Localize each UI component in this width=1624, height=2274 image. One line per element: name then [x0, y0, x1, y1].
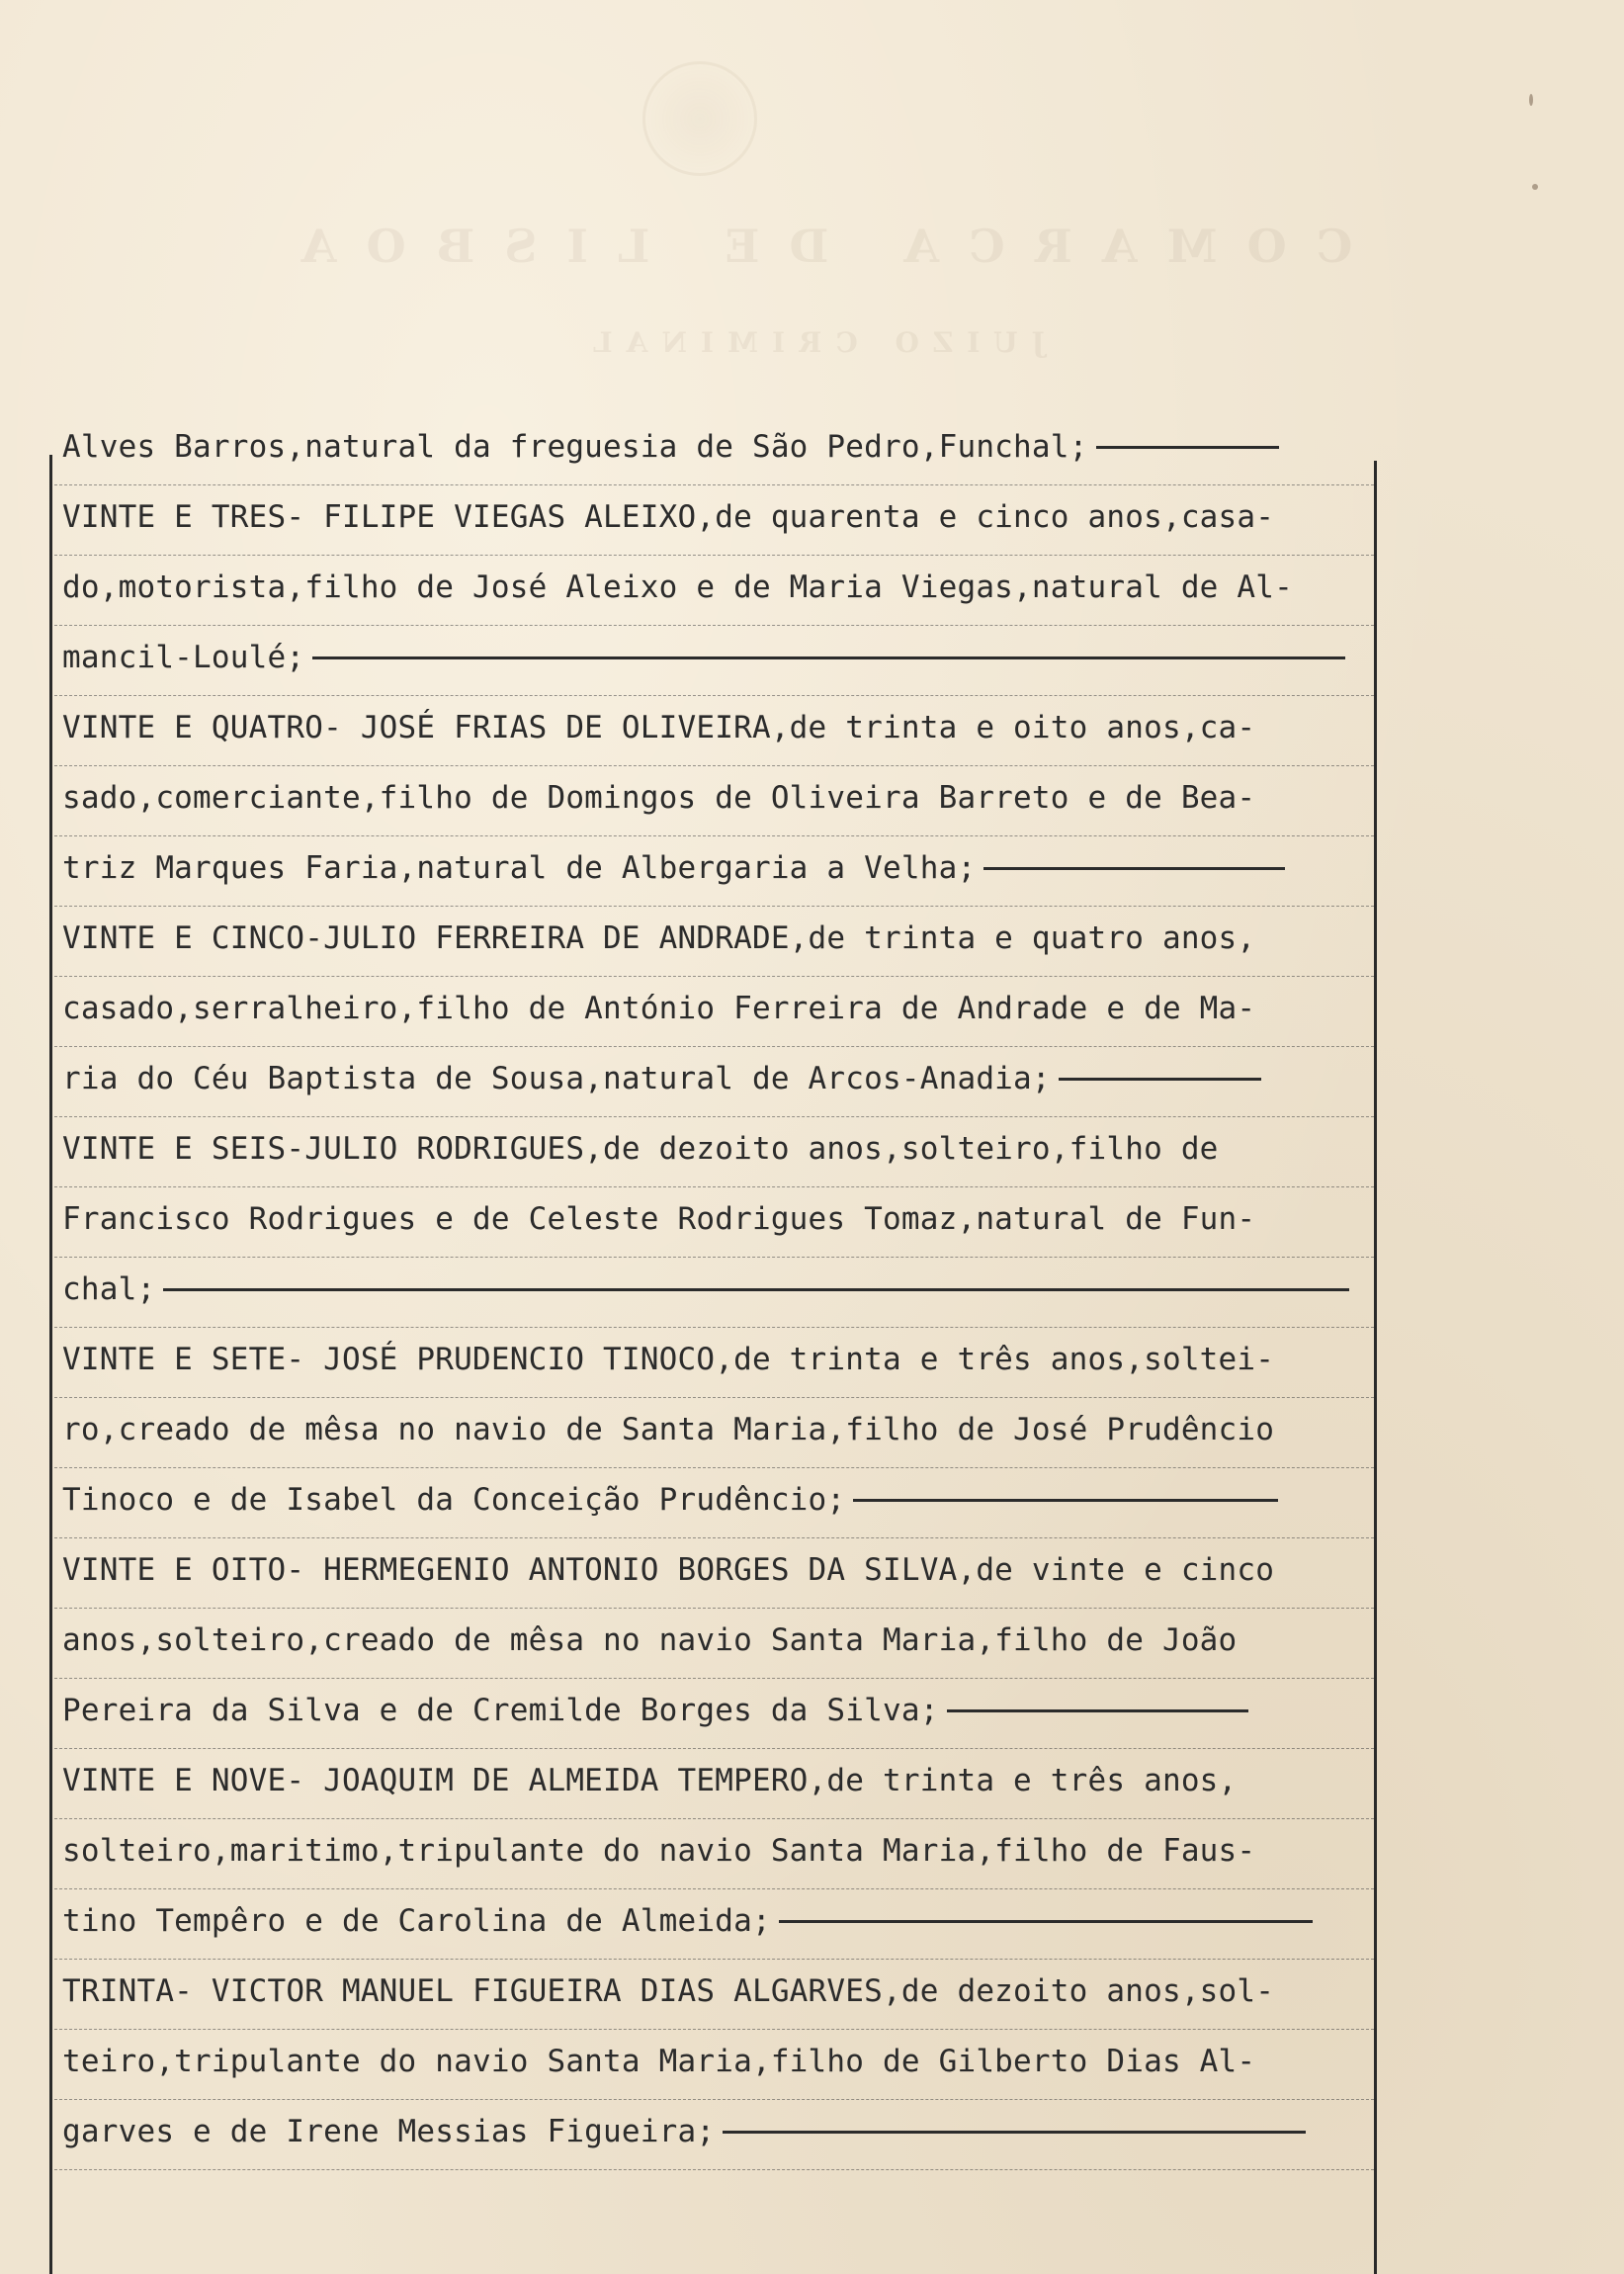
dash-filler — [947, 1709, 1248, 1712]
text-line-25: garves e de Irene Messias Figueira; — [54, 2100, 1374, 2170]
text-line-22: tino Tempêro e de Carolina de Almeida; — [54, 1889, 1374, 1960]
bleed-through-heading: COMARCA DE LISBOA — [271, 219, 1353, 273]
dash-filler — [1096, 446, 1279, 449]
text-line-12: Francisco Rodrigues e de Celeste Rodrigues Tomaz,natural de Fun- — [54, 1187, 1374, 1258]
text-line-24: teiro,tripulante do navio Santa Maria,filho de Gilberto Dias Al- — [54, 2030, 1374, 2100]
text-line-2: VINTE E TRES- FILIPE VIEGAS ALEIXO,de quarenta e cinco anos,casa- — [54, 485, 1374, 556]
text-line-18: anos,solteiro,creado de mêsa no navio Santa Maria,filho de João — [54, 1609, 1374, 1679]
text-line-15: ro,creado de mêsa no navio de Santa Maria,filho de José Prudêncio — [54, 1398, 1374, 1468]
text-line-10: ria do Céu Baptista de Sousa,natural de Arcos-Anadia; — [54, 1047, 1374, 1117]
text-line-19: Pereira da Silva e de Cremilde Borges da Silva; — [54, 1679, 1374, 1749]
paper-speck — [1529, 94, 1533, 106]
text-line-21: solteiro,maritimo,tripulante do navio Santa Maria,filho de Faus- — [54, 1819, 1374, 1889]
dash-filler — [853, 1499, 1278, 1502]
text-line-17: VINTE E OITO- HERMEGENIO ANTONIO BORGES DA SILVA,de vinte e cinco — [54, 1538, 1374, 1609]
left-margin-line — [49, 455, 52, 2274]
dash-filler — [779, 1920, 1313, 1923]
text-line-23: TRINTA- VICTOR MANUEL FIGUEIRA DIAS ALGARVES,de dezoito anos,sol- — [54, 1960, 1374, 2030]
text-line-6: sado,comerciante,filho de Domingos de Oliveira Barreto e de Bea- — [54, 766, 1374, 836]
dash-filler — [723, 2131, 1306, 2134]
paper-speck — [1532, 184, 1538, 190]
typed-text-block — [54, 415, 1374, 2170]
text-line-7: triz Marques Faria,natural de Albergaria a Velha; — [54, 836, 1374, 907]
text-line-8: VINTE E CINCO-JULIO FERREIRA DE ANDRADE,de trinta e quatro anos, — [54, 907, 1374, 977]
text-line-5: VINTE E QUATRO- JOSÉ FRIAS DE OLIVEIRA,de trinta e oito anos,ca- — [54, 696, 1374, 766]
dash-filler — [1059, 1078, 1261, 1081]
text-line-13: chal; — [54, 1258, 1374, 1328]
right-margin-line — [1374, 461, 1377, 2274]
text-line-3: do,motorista,filho de José Aleixo e de Maria Viegas,natural de Al- — [54, 556, 1374, 626]
dash-filler — [312, 656, 1345, 659]
dash-filler — [163, 1288, 1349, 1291]
text-line-16: Tinoco e de Isabel da Conceição Prudêncio; — [54, 1468, 1374, 1538]
bleed-through-crest — [642, 61, 757, 176]
text-line-20: VINTE E NOVE- JOAQUIM DE ALMEIDA TEMPERO,de trinta e três anos, — [54, 1749, 1374, 1819]
text-line-1: Alves Barros,natural da freguesia de São Pedro,Funchal; — [54, 415, 1374, 485]
text-line-4: mancil-Loulé; — [54, 626, 1374, 696]
bleed-through-subheading: JUIZO CRIMINAL — [578, 326, 1046, 359]
text-line-14: VINTE E SETE- JOSÉ PRUDENCIO TINOCO,de trinta e três anos,soltei- — [54, 1328, 1374, 1398]
text-line-11: VINTE E SEIS-JULIO RODRIGUES,de dezoito anos,solteiro,filho de — [54, 1117, 1374, 1187]
text-line-9: casado,serralheiro,filho de António Ferreira de Andrade e de Ma- — [54, 977, 1374, 1047]
dash-filler — [983, 867, 1285, 870]
